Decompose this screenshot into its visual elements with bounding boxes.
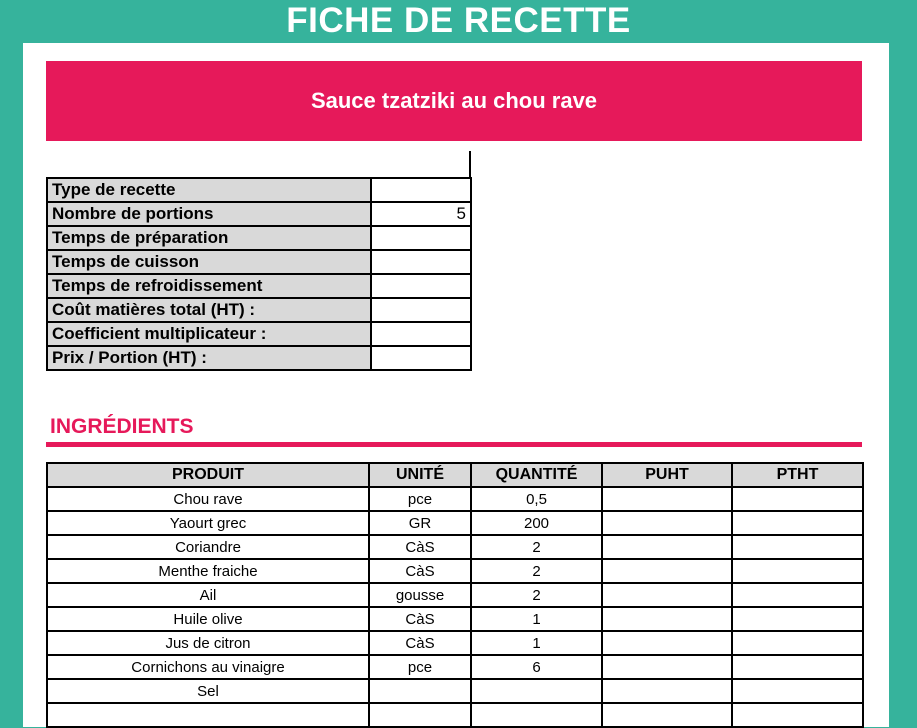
document-title: FICHE DE RECETTE [286, 1, 631, 40]
info-value-cell[interactable] [371, 178, 471, 202]
product-cell[interactable]: Huile olive [47, 607, 369, 631]
recipe-sheet [23, 43, 889, 727]
ingredient-row [47, 583, 863, 607]
info-row-price-portion [47, 346, 471, 370]
ingredient-row [47, 535, 863, 559]
puht-cell[interactable] [602, 631, 732, 655]
puht-cell[interactable] [602, 703, 732, 727]
recipe-name-banner [46, 61, 862, 141]
unit-cell[interactable]: pce [369, 487, 471, 511]
puht-cell[interactable] [602, 655, 732, 679]
puht-cell[interactable] [602, 583, 732, 607]
unit-cell[interactable]: pce [369, 655, 471, 679]
puht-cell[interactable] [602, 535, 732, 559]
column-header-product[interactable]: PRODUIT [47, 463, 369, 487]
product-cell[interactable]: Jus de citron [47, 631, 369, 655]
column-header-ptht[interactable]: PTHT [732, 463, 863, 487]
info-row-type [47, 178, 471, 202]
ingredient-row [47, 679, 863, 703]
info-row-portions [47, 202, 471, 226]
product-cell[interactable]: Sel [47, 679, 369, 703]
quantity-cell[interactable] [471, 703, 602, 727]
info-value-cell[interactable] [371, 250, 471, 274]
puht-cell[interactable] [602, 679, 732, 703]
quantity-cell[interactable]: 2 [471, 535, 602, 559]
info-row-cooling-time [47, 274, 471, 298]
recipe-name: Sauce tzatziki au chou rave [310, 88, 598, 113]
column-divider [469, 151, 471, 178]
product-cell[interactable]: Chou rave [47, 487, 369, 511]
quantity-cell[interactable]: 2 [471, 559, 602, 583]
product-cell[interactable]: Ail [47, 583, 369, 607]
puht-cell[interactable] [602, 487, 732, 511]
info-label: Nombre de portions [47, 202, 371, 226]
ingredient-row [47, 655, 863, 679]
quantity-cell[interactable]: 1 [471, 631, 602, 655]
product-cell[interactable]: Cornichons au vinaigre [47, 655, 369, 679]
quantity-cell[interactable]: 6 [471, 655, 602, 679]
info-label: Coût matières total (HT) : [47, 298, 371, 322]
unit-cell[interactable]: GR [369, 511, 471, 535]
ptht-cell[interactable] [732, 679, 863, 703]
quantity-cell[interactable]: 1 [471, 607, 602, 631]
product-cell[interactable]: Menthe fraiche [47, 559, 369, 583]
info-row-total-cost [47, 298, 471, 322]
ingredient-row [47, 511, 863, 535]
puht-cell[interactable] [602, 607, 732, 631]
unit-cell[interactable] [369, 703, 471, 727]
info-label: Type de recette [47, 178, 371, 202]
unit-cell[interactable]: CàS [369, 535, 471, 559]
column-header-puht[interactable]: PUHT [602, 463, 732, 487]
ingredient-row [47, 703, 863, 727]
info-value-cell[interactable]: 5 [371, 202, 471, 226]
column-header-unit[interactable]: UNITÉ [369, 463, 471, 487]
ptht-cell[interactable] [732, 607, 863, 631]
column-header-quantity[interactable]: QUANTITÉ [471, 463, 602, 487]
ingredient-row [47, 559, 863, 583]
ingredients-table [46, 462, 864, 728]
ptht-cell[interactable] [732, 535, 863, 559]
unit-cell[interactable]: CàS [369, 631, 471, 655]
ptht-cell[interactable] [732, 511, 863, 535]
info-label: Coefficient multiplicateur : [47, 322, 371, 346]
info-row-prep-time [47, 226, 471, 250]
info-value-cell[interactable] [371, 322, 471, 346]
ingredients-section-title: INGRÉDIENTS [50, 415, 194, 438]
info-label: Temps de refroidissement [47, 274, 371, 298]
info-label: Prix / Portion (HT) : [47, 346, 371, 370]
section-divider [46, 442, 862, 447]
ingredients-header-row [47, 463, 863, 487]
ingredient-row [47, 631, 863, 655]
info-value-cell[interactable] [371, 298, 471, 322]
unit-cell[interactable]: gousse [369, 583, 471, 607]
info-value-cell[interactable] [371, 346, 471, 370]
product-cell[interactable]: Yaourt grec [47, 511, 369, 535]
info-value-cell[interactable] [371, 274, 471, 298]
quantity-cell[interactable]: 2 [471, 583, 602, 607]
quantity-cell[interactable]: 200 [471, 511, 602, 535]
ingredient-row [47, 607, 863, 631]
product-cell[interactable]: Coriandre [47, 535, 369, 559]
ptht-cell[interactable] [732, 487, 863, 511]
ptht-cell[interactable] [732, 559, 863, 583]
ptht-cell[interactable] [732, 583, 863, 607]
info-row-coefficient [47, 322, 471, 346]
puht-cell[interactable] [602, 511, 732, 535]
ingredient-row [47, 487, 863, 511]
unit-cell[interactable]: CàS [369, 607, 471, 631]
unit-cell[interactable] [369, 679, 471, 703]
quantity-cell[interactable] [471, 679, 602, 703]
ptht-cell[interactable] [732, 655, 863, 679]
info-value-cell[interactable] [371, 226, 471, 250]
recipe-info-table [46, 177, 472, 371]
product-cell[interactable] [47, 703, 369, 727]
quantity-cell[interactable]: 0,5 [471, 487, 602, 511]
ptht-cell[interactable] [732, 703, 863, 727]
info-row-cook-time [47, 250, 471, 274]
info-label: Temps de préparation [47, 226, 371, 250]
info-label: Temps de cuisson [47, 250, 371, 274]
ptht-cell[interactable] [732, 631, 863, 655]
puht-cell[interactable] [602, 559, 732, 583]
unit-cell[interactable]: CàS [369, 559, 471, 583]
